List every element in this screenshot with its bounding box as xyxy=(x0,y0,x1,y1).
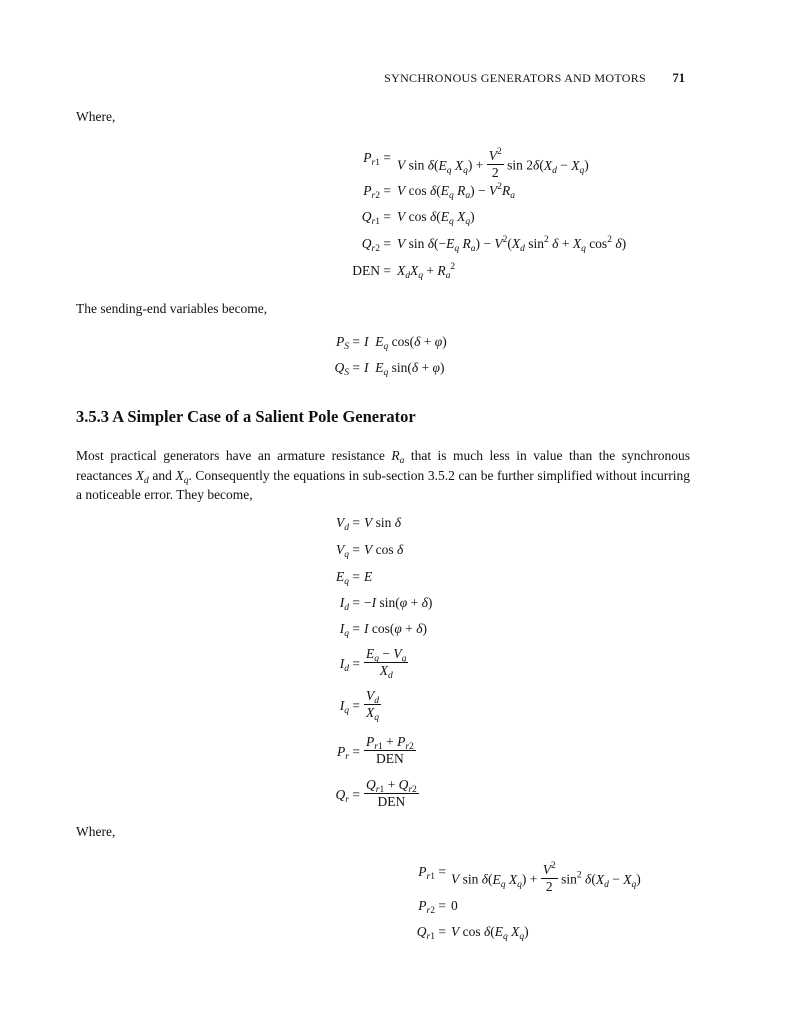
section-title: A Simpler Case of a Salient Pole Generator xyxy=(112,407,416,426)
equation-pr2: $P_{r2}$ = V $\cos \delta(E_q$ $R_a) - V^2R_a$ xyxy=(363,182,516,201)
equation-qr2: $Q_{r2}$ = V $\sin \delta(-E_q$ $R_a) - V^2(X_d$ $\sin^2 \delta + X_q$ $\cos^2 \delta$) xyxy=(361,235,627,254)
where-label-1: Where, xyxy=(76,109,116,124)
section-paragraph: Most practical generators have an armature resistance $R_a$ that is much less in value than the synchronous reactances $X_d$ and $X_q$. Consequently the equations in sub-section 3.5.2 can be further simplified without incurring a noticeable error. They become, xyxy=(76,448,691,502)
equation-qr1-simplified: $Q_{r1}$ = V $\cos \delta(E_q$ $X_q$) xyxy=(416,924,529,942)
page-header xyxy=(0,71,786,89)
where-label-2: Where, xyxy=(76,824,116,839)
equation-pr1: $P_{r1}$ = V $\sin \delta(E_q$ $X_q$) + $\frac{V^2}{2}$ $\sin 2\delta(X_d - X_q)$ xyxy=(363,147,589,180)
equation-vd: $V_d$ = V sin δ xyxy=(336,515,402,533)
equation-eq: $E_q$ = E xyxy=(336,569,373,587)
section-number: 3.5.3 xyxy=(76,407,109,426)
equation-qr: $Q_r$ = $\frac{Q_{r1} + Q_{r2}}{\text{DEN}}$ xyxy=(335,777,417,809)
equation-ps: $P_S$ = I $E_q$ cos(δ + φ) xyxy=(336,334,447,352)
equation-qr1: $Q_{r1}$ = V $\cos \delta(E_q$ $X_q$) xyxy=(361,209,475,227)
equation-den: DEN = $X_dX_q + R_a^2$ xyxy=(352,262,456,281)
equation-id-frac: $I_d$ = $\frac{E_q - V_q}{X_d}$ xyxy=(339,646,407,681)
equation-pr1-simplified: $P_{r1}$ = V $\sin \delta(E_q$ $X_q$) + $\frac{V^2}{2}$ $\sin^2 \delta(X_d - X_q)$ xyxy=(418,861,641,894)
equation-qs: $Q_S$ = I $E_q$ sin(δ + φ) xyxy=(334,360,445,378)
running-title: SYNCHRONOUS GENERATORS AND MOTORS xyxy=(384,71,646,85)
equation-id-sin: $I_d$ = −I sin(φ + δ) xyxy=(339,595,433,613)
section-heading xyxy=(76,407,416,427)
equation-pr2-simplified: $P_{r2}$ = 0 xyxy=(418,898,458,916)
equation-iq-cos: $I_q$ = I cos(φ + δ) xyxy=(339,621,427,639)
sending-end-text: The sending-end variables become, xyxy=(76,301,268,316)
equation-vq: $V_q$ = V cos δ xyxy=(336,542,404,560)
page-number: 71 xyxy=(672,71,685,85)
equation-iq-frac: $I_q$ = $\frac{V_d}{X_q}$ xyxy=(339,688,379,723)
equation-pr: $P_r$ = $\frac{P_{r1} + P_{r2}}{\text{DEN}}$ xyxy=(337,734,414,766)
